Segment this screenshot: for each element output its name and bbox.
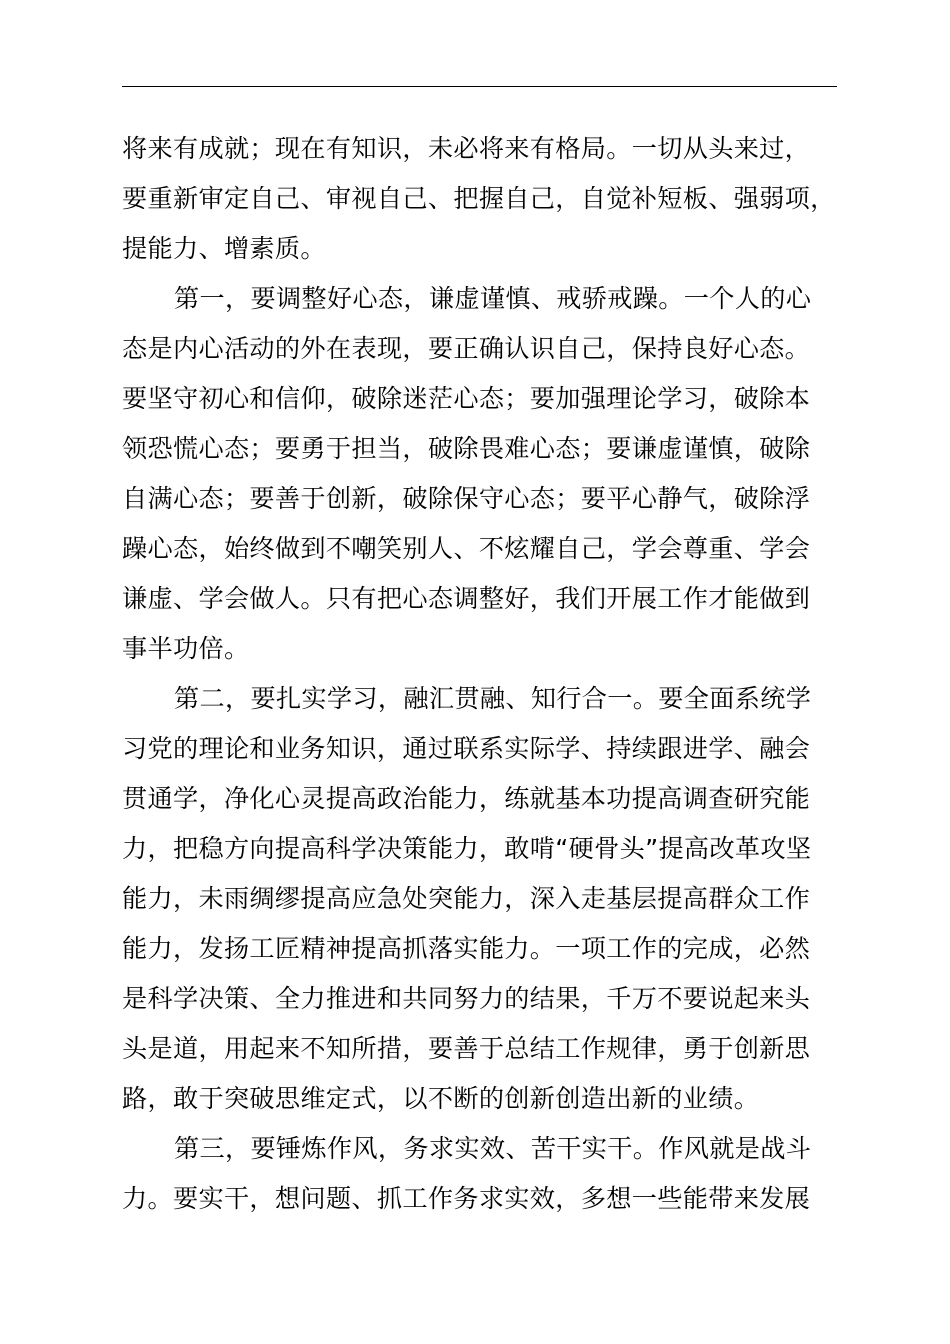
text-line: 习党的理论和业务知识，通过联系实际学、持续跟进学、融会: [122, 734, 811, 763]
header-rule: [122, 86, 837, 87]
text-line: 力，把稳方向提高科学决策能力，敢啃“硬骨头”提高改革攻坚: [122, 834, 812, 863]
text-line: 能力，未雨绸缪提高应急处突能力，深入走基层提高群众工作: [122, 884, 811, 913]
paragraph-first-heading-line: 第一，要调整好心态，谦虚谨慎、戒骄戒躁。一个人的心: [174, 284, 812, 313]
text-line: 要重新审定自己、审视自己、把握自己，自觉补短板、强弱项，: [122, 184, 836, 213]
text-line: 路，敢于突破思维定式，以不断的创新创造出新的业绩。: [122, 1084, 760, 1113]
text-line: 力。要实干，想问题、抓工作务求实效，多想一些能带来发展: [122, 1184, 811, 1213]
text-line: 领恐慌心态；要勇于担当，破除畏难心态；要谦虚谨慎，破除: [122, 434, 811, 463]
text-line: 态是内心活动的外在表现，要正确认识自己，保持良好心态。: [122, 334, 811, 363]
paragraph-second-heading-line: 第二，要扎实学习，融汇贯融、知行合一。要全面系统学: [174, 684, 812, 713]
text-line: 是科学决策、全力推进和共同努力的结果，千万不要说起来头: [122, 984, 811, 1013]
text-line: 谦虚、学会做人。只有把心态调整好，我们开展工作才能做到: [122, 584, 811, 613]
text-line: 贯通学，净化心灵提高政治能力，练就基本功提高调查研究能: [122, 784, 811, 813]
text-line: 要坚守初心和信仰，破除迷茫心态；要加强理论学习，破除本: [122, 384, 811, 413]
text-line: 事半功倍。: [122, 634, 250, 663]
text-line: 将来有成就；现在有知识，未必将来有格局。一切从头来过，: [122, 134, 811, 163]
text-line: 躁心态，始终做到不嘲笑别人、不炫耀自己，学会尊重、学会: [122, 534, 811, 563]
text-line: 能力，发扬工匠精神提高抓落实能力。一项工作的完成，必然: [122, 934, 811, 963]
paragraph-third-heading-line: 第三，要锤炼作风，务求实效、苦干实干。作风就是战斗: [174, 1134, 812, 1163]
text-line: 提能力、增素质。: [122, 234, 326, 263]
text-line: 自满心态；要善于创新，破除保守心态；要平心静气，破除浮: [122, 484, 811, 513]
text-line: 头是道，用起来不知所措，要善于总结工作规律，勇于创新思: [122, 1034, 811, 1063]
document-body: [122, 124, 862, 1224]
